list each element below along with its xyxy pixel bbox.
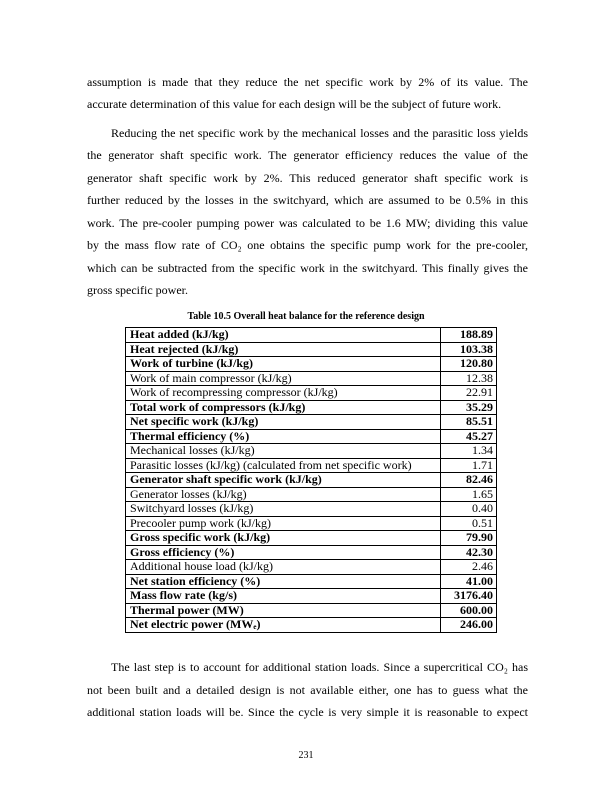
row-value: 0.40 [441, 502, 497, 517]
text-line: The last step is to account for additional station loads. Since a supercritical CO₂ has [111, 660, 528, 674]
row-value: 82.46 [441, 473, 497, 488]
text-line: not been built and a detailed design is not available either, one has to guess what the [87, 683, 528, 697]
table-row [126, 328, 497, 343]
table-row [126, 545, 497, 560]
table-row [126, 400, 497, 415]
table-row [126, 589, 497, 604]
table-row [126, 415, 497, 430]
page-number: 231 [298, 750, 314, 761]
row-value: 12.38 [441, 371, 497, 386]
row-label: Heat rejected (kJ/kg) [126, 342, 441, 357]
table-row [126, 429, 497, 444]
row-value: 1.71 [441, 458, 497, 473]
row-label: Parasitic losses (kJ/kg) (calculated from net specific work) [126, 458, 441, 473]
row-value: 42.30 [441, 545, 497, 560]
row-value: 3176.40 [441, 589, 497, 604]
table-row [126, 502, 497, 517]
table-row [126, 357, 497, 372]
text-line: the generator shaft specific work. The generator efficiency reduces the value of the [87, 148, 528, 162]
row-value: 120.80 [441, 357, 497, 372]
row-value: 1.34 [441, 444, 497, 459]
heat-balance-table [125, 327, 497, 633]
row-value: 103.38 [441, 342, 497, 357]
row-label: Gross efficiency (%) [126, 545, 441, 560]
text-line: Reducing the net specific work by the mechanical losses and the parasitic loss yields [111, 126, 528, 140]
row-label: Thermal power (MW) [126, 603, 441, 618]
table-row [126, 371, 497, 386]
row-label: Mechanical losses (kJ/kg) [126, 444, 441, 459]
row-value: 85.51 [441, 415, 497, 430]
row-label: Total work of compressors (kJ/kg) [126, 400, 441, 415]
row-value: 0.51 [441, 516, 497, 531]
text-line: further reduced by the losses in the switchyard, which are assumed to be 0.5% in this [87, 193, 528, 207]
row-value: 22.91 [441, 386, 497, 401]
row-label: Generator shaft specific work (kJ/kg) [126, 473, 441, 488]
row-label: Thermal efficiency (%) [126, 429, 441, 444]
table-row [126, 342, 497, 357]
row-value: 2.46 [441, 560, 497, 575]
row-value: 35.29 [441, 400, 497, 415]
row-label: Gross specific work (kJ/kg) [126, 531, 441, 546]
text-line: additional station loads will be. Since the cycle is very simple it is reasonable to expect [87, 705, 528, 719]
row-label: Additional house load (kJ/kg) [126, 560, 441, 575]
table-row [126, 444, 497, 459]
text-line: by the mass flow rate of CO₂ one obtains the specific pump work for the pre-cooler, [87, 238, 528, 252]
row-label: Work of turbine (kJ/kg) [126, 357, 441, 372]
row-label: Generator losses (kJ/kg) [126, 487, 441, 502]
row-value: 41.00 [441, 574, 497, 589]
text-line: assumption is made that they reduce the net specific work by 2% of its value. The [87, 75, 528, 89]
text-line: work. The pre-cooler pumping power was calculated to be 1.6 MW; dividing this value [87, 216, 528, 230]
text-line: generator shaft specific work by 2%. This reduced generator shaft specific work is [87, 171, 528, 185]
row-label: Heat added (kJ/kg) [126, 328, 441, 343]
row-label: Net station efficiency (%) [126, 574, 441, 589]
row-label: Mass flow rate (kg/s) [126, 589, 441, 604]
row-value: 45.27 [441, 429, 497, 444]
text-line: gross specific power. [87, 283, 188, 297]
table-row [126, 531, 497, 546]
table-row [126, 574, 497, 589]
text-line: accurate determination of this value for each design will be the subject of future work. [87, 97, 502, 111]
text-line: which can be subtracted from the specific work in the switchyard. This finally gives the [87, 261, 528, 275]
table-caption: Table 10.5 Overall heat balance for the reference design [187, 311, 425, 322]
row-value: 1.65 [441, 487, 497, 502]
table-row [126, 618, 497, 633]
table-row [126, 516, 497, 531]
table-row [126, 473, 497, 488]
table-row [126, 560, 497, 575]
row-value: 188.89 [441, 328, 497, 343]
table-row [126, 603, 497, 618]
row-label: Work of recompressing compressor (kJ/kg) [126, 386, 441, 401]
row-value: 600.00 [441, 603, 497, 618]
table-row [126, 386, 497, 401]
row-value: 246.00 [441, 618, 497, 633]
row-label: Net electric power (MWₑ) [126, 618, 441, 633]
row-value: 79.90 [441, 531, 497, 546]
row-label: Net specific work (kJ/kg) [126, 415, 441, 430]
table-row [126, 458, 497, 473]
row-label: Work of main compressor (kJ/kg) [126, 371, 441, 386]
row-label: Switchyard losses (kJ/kg) [126, 502, 441, 517]
table-row [126, 487, 497, 502]
row-label: Precooler pump work (kJ/kg) [126, 516, 441, 531]
